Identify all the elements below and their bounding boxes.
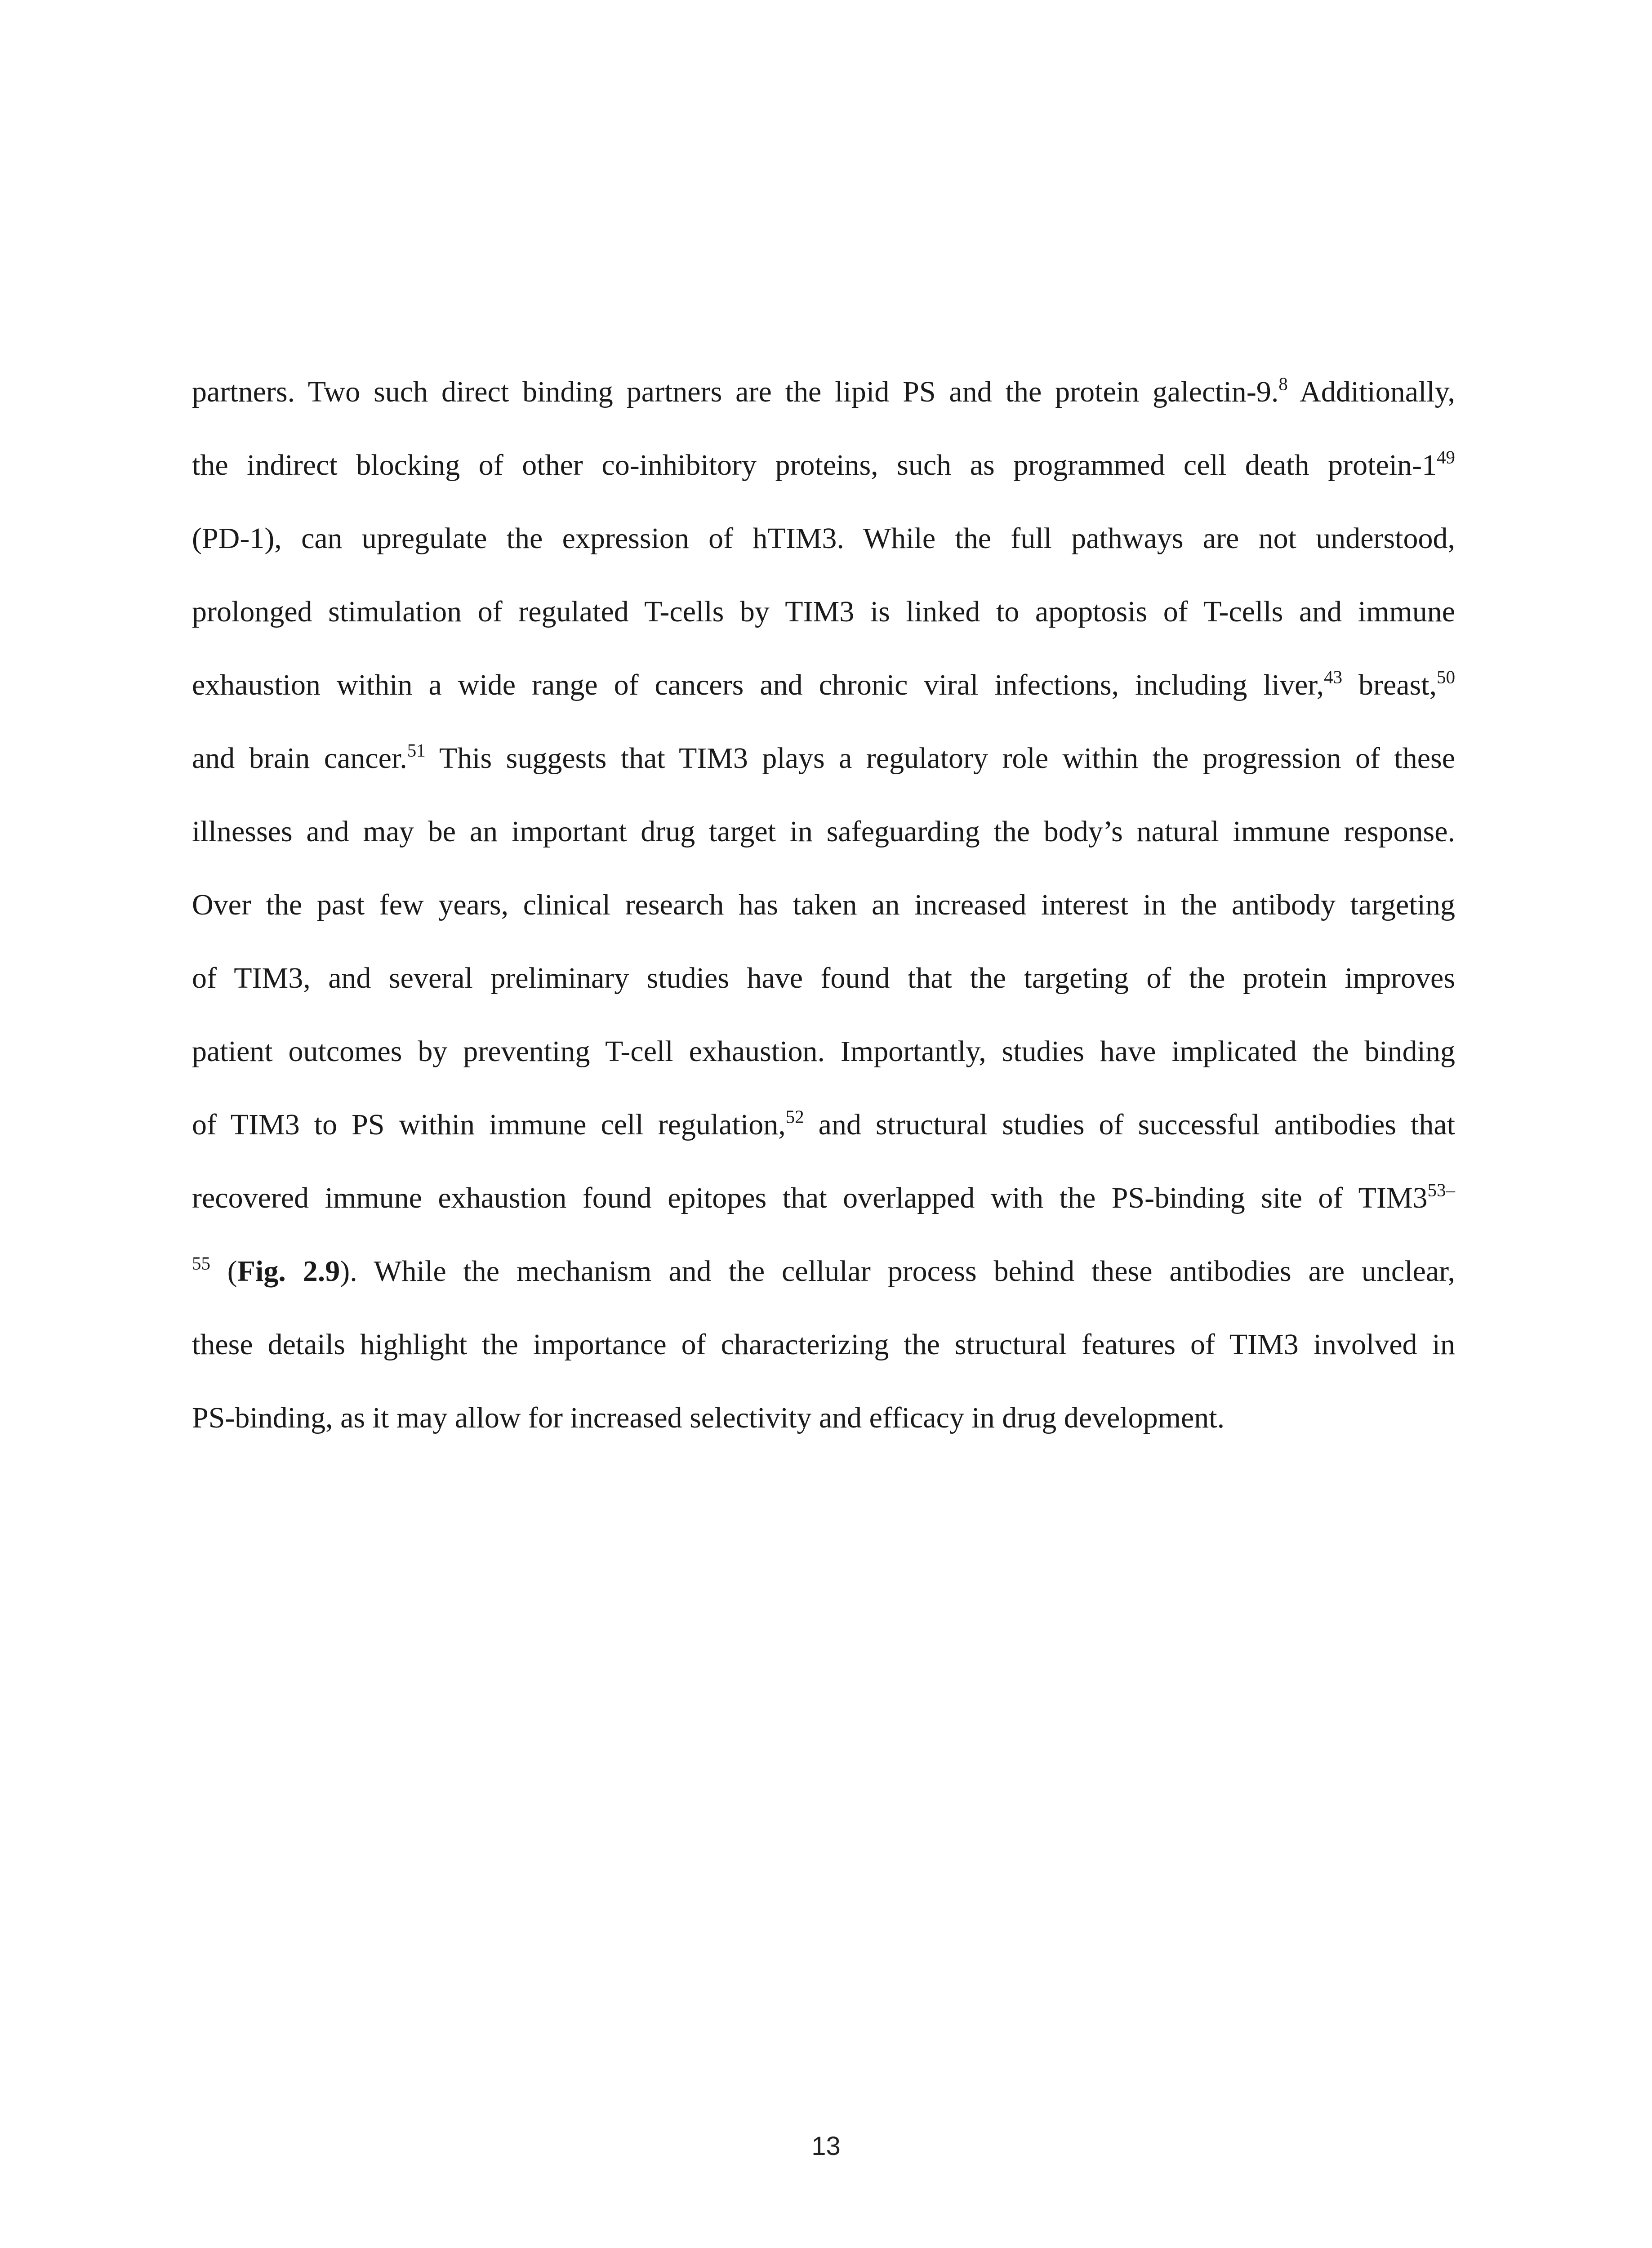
text-line [192,1088,1455,1161]
text-run: Over the past few years, clinical research has taken an increased interest in the antibody targeting [192,888,1455,921]
body-paragraph [192,355,1455,1454]
text-line [192,1235,1455,1308]
text-line [192,1015,1455,1088]
citation-superscript: 53– [1427,1180,1455,1200]
text-line [192,1161,1455,1235]
text-run: prolonged stimulation of regulated T-cells by TIM3 is linked to apoptosis of T-cells and immune [192,595,1455,628]
text-line [192,1381,1455,1454]
citation-superscript: 52 [785,1106,804,1127]
text-run: of TIM3 to PS within immune cell regulation, [192,1108,786,1141]
citation-superscript: 49 [1437,447,1455,468]
text-run: these details highlight the importance of characterizing the structural features of TIM3 involved in [192,1328,1455,1361]
text-line [192,502,1455,575]
text-line [192,868,1455,941]
text-run: This suggests that TIM3 plays a regulatory role within the progression of these [425,742,1455,775]
citation-superscript: 50 [1437,667,1456,687]
text-run: breast, [1342,669,1437,701]
text-run: the indirect blocking of other co-inhibitory proteins, such as programmed cell death protein-1 [192,449,1437,482]
text-line [192,575,1455,648]
text-line [192,648,1455,722]
text-line [192,355,1455,428]
text-run: PS-binding, as it may allow for increased selectivity and efficacy in drug development. [192,1401,1225,1434]
text-line [192,795,1455,868]
text-run: partners. Two such direct binding partners are the lipid PS and the protein galectin-9. [192,375,1279,408]
text-run: recovered immune exhaustion found epitopes that overlapped with the PS-binding site of TIM3 [192,1182,1428,1214]
citation-superscript: 43 [1324,667,1343,687]
text-line [192,428,1455,502]
text-run: and brain cancer. [192,742,407,775]
text-run: and structural studies of successful antibodies that [804,1108,1455,1141]
citation-superscript: 51 [407,740,426,761]
text-line [192,1308,1455,1381]
text-line [192,722,1455,795]
text-run: ( [210,1255,237,1288]
text-line [192,941,1455,1015]
text-run: illnesses and may be an important drug target in safeguarding the body’s natural immune response. [192,815,1455,848]
citation-superscript: 55 [192,1253,210,1274]
text-run: ). While the mechanism and the cellular process behind these antibodies are unclear, [340,1255,1455,1288]
citation-superscript: 8 [1278,374,1288,394]
text-run: (PD-1), can upregulate the expression of hTIM3. While the full pathways are not understood, [192,522,1455,555]
text-run: of TIM3, and several preliminary studies have found that the targeting of the protein improves [192,962,1455,995]
text-run: patient outcomes by preventing T-cell exhaustion. Importantly, studies have implicated the binding [192,1035,1455,1068]
text-run: Additionally, [1287,375,1455,408]
text-run: exhaustion within a wide range of cancers and chronic viral infections, including liver, [192,669,1324,701]
page-number: 13 [811,2132,841,2161]
figure-reference: Fig. 2.9 [237,1255,340,1288]
